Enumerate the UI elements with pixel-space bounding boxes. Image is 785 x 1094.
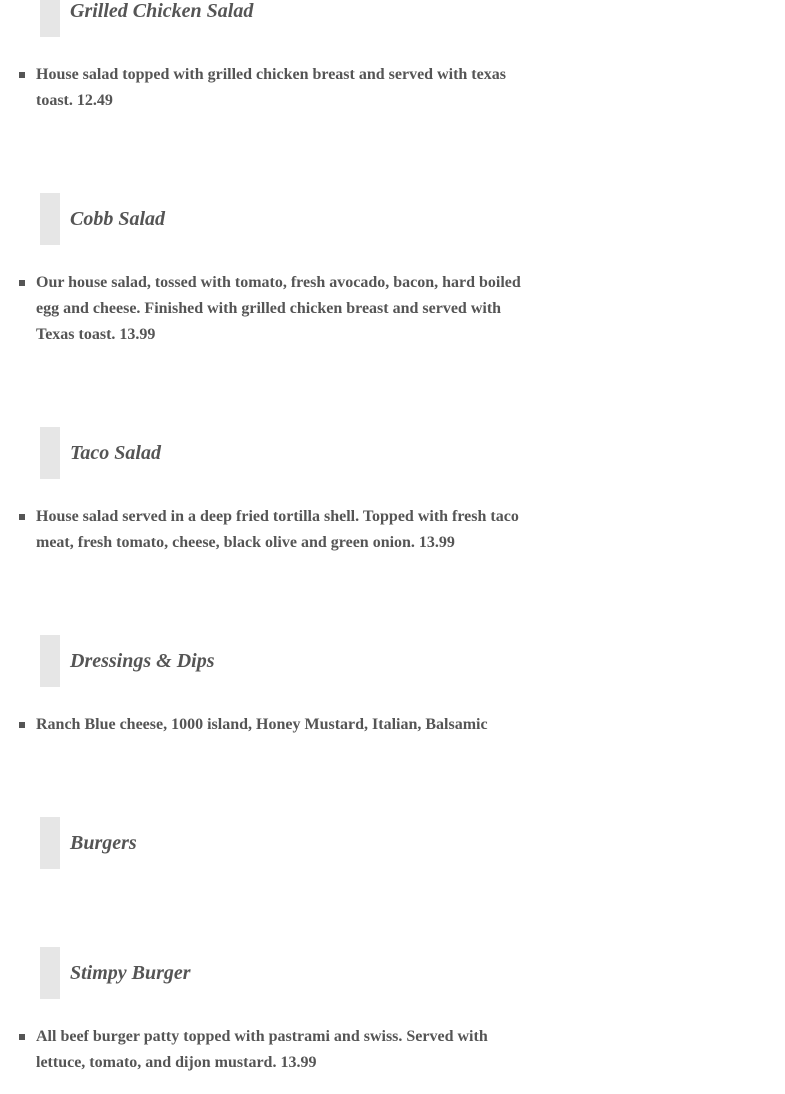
menu-item-description-list — [0, 712, 530, 738]
menu-item-description: Ranch Blue cheese, 1000 island, Honey Mustard, Italian, Balsamic — [36, 716, 488, 733]
menu-item-description-list — [0, 1024, 530, 1076]
menu-heading — [40, 635, 214, 687]
menu-item-title: Taco Salad — [70, 441, 161, 464]
menu-heading — [40, 947, 191, 999]
square-bullet-icon — [19, 722, 25, 728]
menu-heading — [40, 0, 253, 37]
list-item — [0, 270, 530, 348]
menu-item-title: Dressings & Dips — [70, 649, 215, 672]
menu-item-description-list — [0, 504, 530, 556]
menu-item-title: Stimpy Burger — [70, 961, 191, 984]
list-item — [0, 712, 530, 738]
heading-accent-bar — [40, 193, 60, 245]
list-item — [0, 1024, 530, 1076]
menu-item-description: House salad topped with grilled chicken breast and served with texas toast. 12.49 — [36, 66, 506, 109]
heading-accent-bar — [40, 817, 60, 869]
square-bullet-icon — [19, 1034, 25, 1040]
menu-item-description: House salad served in a deep fried tortilla shell. Topped with fresh taco meat, fresh tomato, cheese, black olive and green onion. 13.99 — [36, 508, 519, 551]
heading-accent-bar — [40, 0, 60, 37]
menu-item-description-list — [0, 62, 530, 114]
square-bullet-icon — [19, 514, 25, 520]
menu-item-description-list — [0, 270, 530, 348]
menu-item-title: Cobb Salad — [70, 207, 166, 230]
heading-accent-bar — [40, 947, 60, 999]
heading-accent-bar — [40, 427, 60, 479]
menu-heading — [40, 193, 165, 245]
menu-item-description: Our house salad, tossed with tomato, fresh avocado, bacon, hard boiled egg and cheese. Finished with grilled chicken breast and served with Texas toast. 13.99 — [36, 274, 521, 343]
menu-heading — [40, 817, 137, 869]
heading-accent-bar — [40, 635, 60, 687]
square-bullet-icon — [19, 280, 25, 286]
menu-item-description: All beef burger patty topped with pastrami and swiss. Served with lettuce, tomato, and dijon mustard. 13.99 — [36, 1028, 488, 1071]
list-item — [0, 62, 530, 114]
menu-item-title: Grilled Chicken Salad — [70, 0, 254, 22]
menu-category-title: Burgers — [70, 831, 137, 854]
square-bullet-icon — [19, 72, 25, 78]
menu-heading — [40, 427, 161, 479]
list-item — [0, 504, 530, 556]
